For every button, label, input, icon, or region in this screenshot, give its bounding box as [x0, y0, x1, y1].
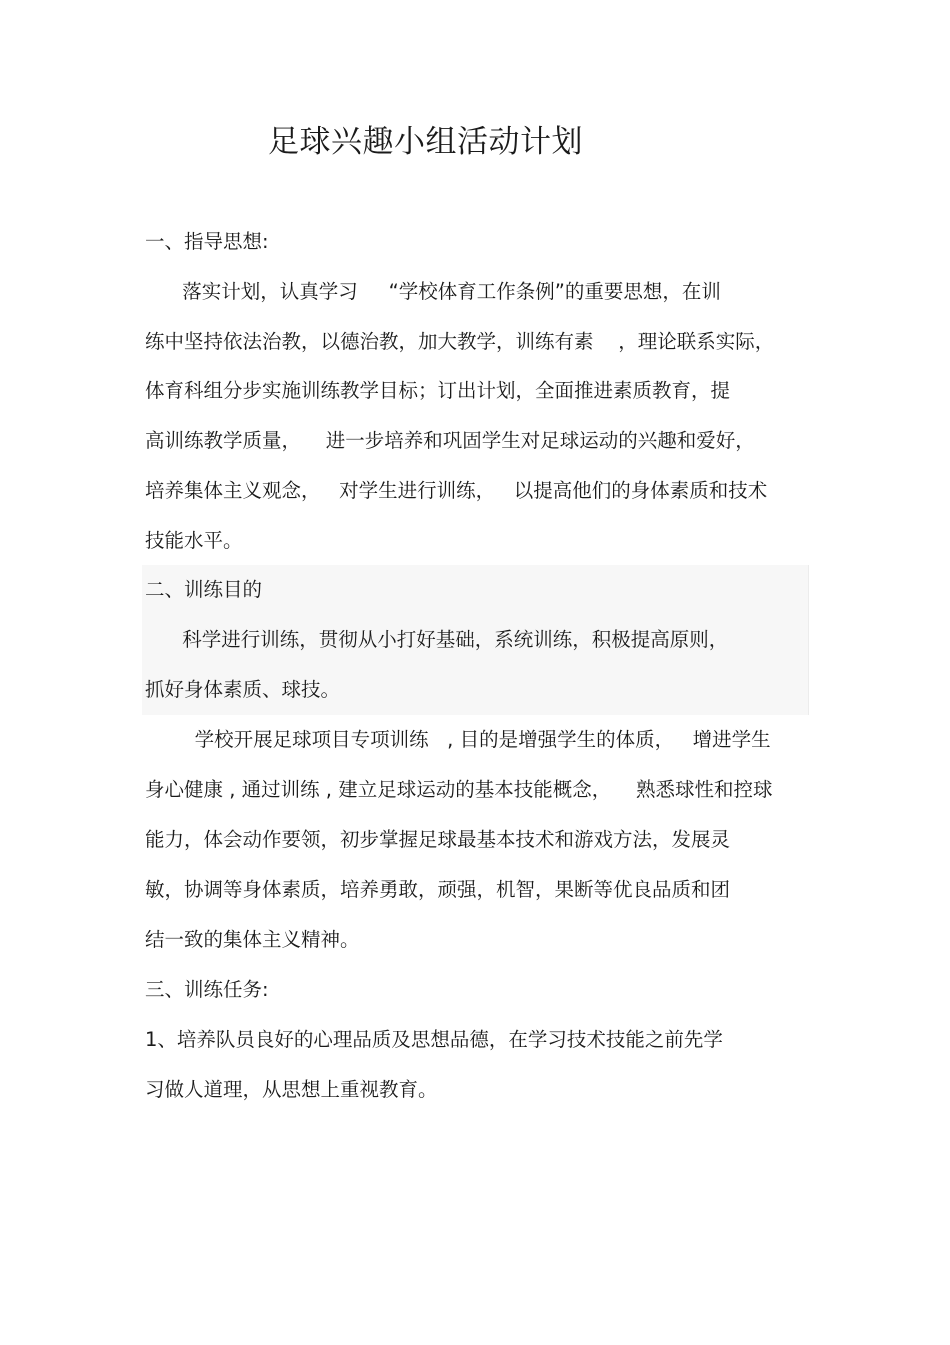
- section-heading-training-tasks: 三、训练任务:: [145, 978, 269, 1001]
- paragraph-line: 敏，协调等身体素质，培养勇敢，顽强，机智，果断等优良品质和团: [145, 878, 731, 901]
- list-item: 1、培养队员良好的心理品质及思想品德，在学习技术技能之前先学: [145, 1028, 723, 1051]
- paragraph-line: 身心健康 , 通过训练 , 建立足球运动的基本技能概念， 熟悉球性和控球: [145, 778, 773, 801]
- paragraph-line: 练中坚持依法治教，以德治教，加大教学，训练有素 ，理论联系实际，: [145, 330, 775, 353]
- document-title: 足球兴趣小组活动计划: [268, 124, 583, 160]
- paragraph-line: 落实计划，认真学习 “学校体育工作条例”的重要思想，在训: [145, 280, 721, 303]
- paragraph-line: 学校开展足球项目专项训练 , 目的是增强学生的体质， 增进学生: [145, 728, 771, 751]
- paragraph-line: 体育科组分步实施训练教学目标；订出计划，全面推进素质教育，提: [145, 379, 731, 402]
- paragraph-line: 技能水平。: [145, 529, 243, 552]
- paragraph-line: 培养集体主义观念， 对学生进行训练， 以提高他们的身体素质和技术: [145, 479, 768, 502]
- paragraph-line: 抓好身体素质、球技。: [145, 678, 341, 701]
- paragraph-line: 高训练教学质量， 进一步培养和巩固学生对足球运动的兴趣和爱好，: [145, 429, 755, 452]
- section-heading-training-purpose: 二、训练目的: [145, 578, 263, 601]
- paragraph-line: 科学进行训练，贯彻从小打好基础，系统训练，积极提高原则，: [145, 628, 729, 651]
- paragraph-line: 结一致的集体主义精神。: [145, 928, 360, 951]
- section-heading-guiding-ideology: 一、指导思想:: [145, 230, 269, 253]
- paragraph-line: 能力，体会动作要领，初步掌握足球最基本技术和游戏方法，发展灵: [145, 828, 731, 851]
- list-item-continuation: 习做人道理，从思想上重视教育。: [145, 1078, 438, 1101]
